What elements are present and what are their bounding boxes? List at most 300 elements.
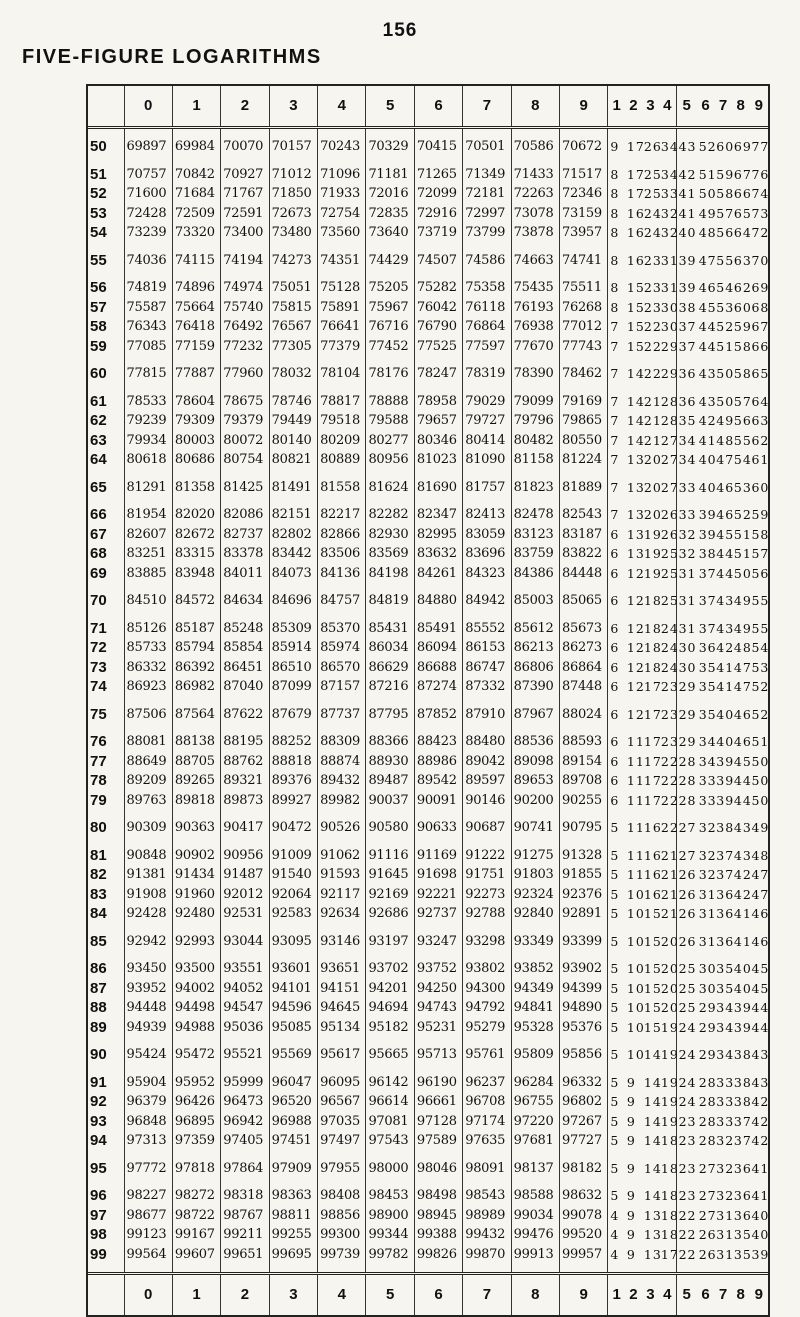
mantissa-cell: 71096 <box>318 165 366 185</box>
difference-cell: 15 <box>626 280 645 295</box>
difference-cell: 55 <box>733 432 752 448</box>
mantissa-cell: 88986 <box>414 752 462 772</box>
difference-cell: 31 <box>660 252 679 268</box>
mantissa-cell: 73640 <box>366 223 414 243</box>
difference-cell: 32 <box>676 525 697 545</box>
mantissa-cell: 91593 <box>318 865 366 885</box>
spacer-cell <box>714 1151 732 1159</box>
spacer-cell <box>124 697 172 705</box>
difference-cell: 36 <box>733 1207 752 1223</box>
spacer-cell <box>608 128 625 138</box>
spacer-cell <box>88 924 124 932</box>
difference-cell: 63 <box>751 413 770 428</box>
log-row <box>88 525 768 545</box>
difference-cell: 6 <box>608 677 625 697</box>
spacer-cell <box>511 243 559 251</box>
spacer-cell <box>642 838 659 846</box>
difference-cell: 44 <box>733 773 752 788</box>
mantissa-cell: 93247 <box>414 932 462 952</box>
row-number: 85 <box>90 932 107 950</box>
difference-cell: 60 <box>716 139 735 154</box>
mantissa-cell: 98091 <box>463 1159 511 1179</box>
mantissa-cell: 91169 <box>414 846 462 866</box>
mantissa-cell: 77525 <box>414 337 462 357</box>
mantissa-cell: 91434 <box>172 865 220 885</box>
difference-cell: 21 <box>643 393 662 409</box>
difference-cell: 19 <box>660 1047 679 1062</box>
mantissa-cell: 89873 <box>221 791 269 811</box>
difference-cell: 46 <box>733 706 752 722</box>
difference-cell: 20 <box>643 507 662 522</box>
mantissa-cell: 73480 <box>269 223 317 243</box>
difference-cell: 28 <box>698 1074 717 1090</box>
mantissa-cell: 99607 <box>172 1245 220 1265</box>
mantissa-cell: 70586 <box>511 137 559 157</box>
mantissa-cell: 88818 <box>269 752 317 772</box>
header-mantissa-col: 1 <box>172 86 220 128</box>
difference-cell: 43 <box>716 620 735 636</box>
spacer-cell <box>676 1178 697 1186</box>
mantissa-cell: 82478 <box>511 505 559 525</box>
spacer-cell <box>366 583 414 591</box>
mantissa-cell: 91275 <box>511 846 559 866</box>
spacer-cell <box>269 1065 317 1073</box>
mantissa-cell: 93197 <box>366 932 414 952</box>
spacer-cell <box>318 270 366 278</box>
spacer-cell <box>88 470 124 478</box>
difference-cell: 35 <box>676 411 697 431</box>
spacer-cell <box>560 1151 608 1159</box>
spacer-cell <box>697 697 715 705</box>
spacer-cell <box>511 1178 559 1186</box>
spacer-cell <box>560 157 608 165</box>
mantissa-cell: 96755 <box>511 1092 559 1112</box>
mantissa-cell: 99078 <box>560 1206 608 1226</box>
mantissa-cell: 92169 <box>366 885 414 905</box>
difference-cell: 42 <box>698 413 717 428</box>
difference-cell: 31 <box>716 1207 735 1223</box>
difference-cell: 9 <box>626 1227 636 1242</box>
mantissa-cell: 73560 <box>318 223 366 243</box>
difference-cell: 55 <box>751 593 770 608</box>
mantissa-cell: 87910 <box>463 705 511 725</box>
difference-cell: 44 <box>698 338 717 354</box>
spacer-cell <box>172 1065 220 1073</box>
difference-cell: 35 <box>698 659 717 675</box>
spacer-cell <box>221 810 269 818</box>
spacer-cell <box>172 157 220 165</box>
mantissa-cell: 84757 <box>318 591 366 611</box>
spacer-cell <box>676 270 697 278</box>
mantissa-cell: 86451 <box>221 658 269 678</box>
difference-cell: 36 <box>733 1160 752 1176</box>
mantissa-cell: 91803 <box>511 865 559 885</box>
spacer-cell <box>659 356 676 364</box>
mantissa-cell: 77012 <box>560 317 608 337</box>
difference-cell: 50 <box>716 366 735 381</box>
difference-cell: 5 <box>608 1112 625 1132</box>
mantissa-cell: 81757 <box>463 478 511 498</box>
difference-cell: 50 <box>751 773 770 788</box>
mantissa-cell: 74194 <box>221 251 269 271</box>
spacer-cell <box>560 583 608 591</box>
difference-cell: 12 <box>626 620 645 636</box>
mantissa-cell: 84198 <box>366 564 414 584</box>
footer-mantissa-col: 0 <box>124 1274 172 1316</box>
logarithm-table-frame <box>88 86 770 1304</box>
difference-cell: 24 <box>660 659 679 675</box>
spacer-cell <box>732 838 750 846</box>
spacer-cell <box>511 583 559 591</box>
mantissa-cell: 77159 <box>172 337 220 357</box>
mantissa-cell: 75358 <box>463 278 511 298</box>
mantissa-cell: 92376 <box>560 885 608 905</box>
mantissa-cell: 81624 <box>366 478 414 498</box>
mantissa-cell: 96237 <box>463 1073 511 1093</box>
mantissa-cell: 94694 <box>366 998 414 1018</box>
difference-cell: 23 <box>643 252 662 268</box>
difference-cell: 25 <box>660 546 679 561</box>
mantissa-cell: 98632 <box>560 1186 608 1206</box>
spacer-cell <box>414 356 462 364</box>
spacer-cell <box>697 497 715 505</box>
mantissa-cell: 95904 <box>124 1073 172 1093</box>
difference-cell: 7 <box>608 478 625 498</box>
difference-cell: 9 <box>626 1246 636 1262</box>
mantissa-cell: 99167 <box>172 1225 220 1245</box>
difference-cell: 32 <box>660 205 679 221</box>
mantissa-cell: 92064 <box>269 885 317 905</box>
spacer-cell <box>414 810 462 818</box>
spacer-cell <box>414 611 462 619</box>
mantissa-cell: 92840 <box>511 904 559 924</box>
footer-difference-col: 4 <box>659 1274 676 1316</box>
difference-cell: 34 <box>660 139 679 154</box>
mantissa-cell: 91381 <box>124 865 172 885</box>
mantissa-cell: 99651 <box>221 1245 269 1265</box>
log-row <box>88 885 768 905</box>
spacer-cell <box>88 951 124 959</box>
mantissa-cell: 77815 <box>124 364 172 384</box>
mantissa-cell: 92117 <box>318 885 366 905</box>
mantissa-cell: 99255 <box>269 1225 317 1245</box>
mantissa-cell: 71600 <box>124 184 172 204</box>
mantissa-cell: 94743 <box>414 998 462 1018</box>
difference-cell: 27 <box>660 452 679 467</box>
footer-mantissa-col: 6 <box>414 1274 462 1316</box>
mantissa-cell: 90902 <box>172 846 220 866</box>
spacer-cell <box>269 810 317 818</box>
spacer-cell <box>714 1037 732 1045</box>
mantissa-cell: 89042 <box>463 752 511 772</box>
mantissa-cell: 78675 <box>221 392 269 412</box>
difference-cell: 17 <box>626 186 645 201</box>
spacer-cell <box>172 611 220 619</box>
difference-cell: 4 <box>608 1225 625 1245</box>
spacer-cell <box>749 951 768 959</box>
mantissa-cell: 90091 <box>414 791 462 811</box>
spacer-cell <box>511 697 559 705</box>
spacer-cell <box>697 1178 715 1186</box>
mantissa-cell: 70329 <box>366 137 414 157</box>
difference-cell: 43 <box>733 847 752 863</box>
mantissa-cell: 92531 <box>221 904 269 924</box>
difference-cell: 6 <box>608 619 625 639</box>
difference-cell: 27 <box>698 1207 717 1223</box>
mantissa-cell: 95569 <box>269 1045 317 1065</box>
mantissa-cell: 79796 <box>511 411 559 431</box>
group-spacer <box>88 497 768 505</box>
difference-cell: 27 <box>676 846 697 866</box>
mantissa-cell: 87737 <box>318 705 366 725</box>
difference-cell: 8 <box>608 278 625 298</box>
spacer-cell <box>366 1264 414 1274</box>
row-number: 56 <box>90 279 107 296</box>
spacer-cell <box>608 384 625 392</box>
difference-cell: 60 <box>751 479 770 495</box>
mantissa-cell: 92788 <box>463 904 511 924</box>
log-row <box>88 865 768 885</box>
difference-cell: 19 <box>660 1094 679 1109</box>
difference-cell: 50 <box>733 565 752 581</box>
mantissa-cell: 87390 <box>511 677 559 697</box>
spacer-cell <box>414 157 462 165</box>
mantissa-cell: 96332 <box>560 1073 608 1093</box>
difference-cell: 35 <box>698 706 717 722</box>
spacer-cell <box>676 497 697 505</box>
spacer-cell <box>732 1264 750 1274</box>
spacer-cell <box>714 384 732 392</box>
mantissa-cell: 83506 <box>318 544 366 564</box>
mantissa-cell: 99211 <box>221 1225 269 1245</box>
difference-cell: 9 <box>626 1074 636 1090</box>
row-number: 53 <box>90 204 107 222</box>
spacer-cell <box>749 1178 768 1186</box>
mantissa-cell: 86570 <box>318 658 366 678</box>
log-row <box>88 791 768 811</box>
difference-cell: 34 <box>716 1047 735 1062</box>
difference-cell: 46 <box>698 280 717 295</box>
mantissa-cell: 99476 <box>511 1225 559 1245</box>
difference-cell: 62 <box>733 280 752 295</box>
page-number: 156 <box>382 20 418 41</box>
mantissa-cell: 91960 <box>172 885 220 905</box>
header-mantissa-col: 3 <box>269 86 317 128</box>
mantissa-cell: 87332 <box>463 677 511 697</box>
spacer-cell <box>625 1151 642 1159</box>
mantissa-cell: 76492 <box>221 317 269 337</box>
difference-cell: 9 <box>626 1133 636 1148</box>
mantissa-cell: 93902 <box>560 959 608 979</box>
mantissa-cell: 75051 <box>269 278 317 298</box>
mantissa-cell: 86392 <box>172 658 220 678</box>
mantissa-cell: 80277 <box>366 431 414 451</box>
spacer-cell <box>560 724 608 732</box>
spacer-cell <box>221 697 269 705</box>
spacer-cell <box>608 838 625 846</box>
spacer-cell <box>749 128 768 138</box>
mantissa-cell: 84448 <box>560 564 608 584</box>
row-number: 61 <box>90 392 107 410</box>
spacer-cell <box>463 497 511 505</box>
row-number: 52 <box>90 185 107 202</box>
difference-cell: 66 <box>751 338 770 354</box>
row-number: 54 <box>90 224 107 241</box>
difference-cell: 39 <box>698 507 717 522</box>
spacer-cell <box>366 497 414 505</box>
difference-cell: 26 <box>676 865 697 885</box>
spacer-cell <box>625 1065 642 1073</box>
difference-cell: 30 <box>676 658 697 678</box>
mantissa-cell: 75282 <box>414 278 462 298</box>
mantissa-cell: 88252 <box>269 732 317 752</box>
difference-cell: 16 <box>626 252 645 268</box>
row-number: 79 <box>90 791 107 809</box>
difference-cell: 16 <box>643 820 662 835</box>
mantissa-cell: 99564 <box>124 1245 172 1265</box>
spacer-cell <box>714 611 732 619</box>
difference-cell: 29 <box>660 366 679 381</box>
header-row <box>88 86 768 128</box>
spacer-cell <box>511 724 559 732</box>
difference-cell: 38 <box>716 820 735 835</box>
difference-cell: 52 <box>751 706 770 722</box>
row-number: 78 <box>90 772 107 789</box>
spacer-cell <box>511 611 559 619</box>
spacer-cell <box>642 951 659 959</box>
spacer-cell <box>463 243 511 251</box>
mantissa-cell: 84323 <box>463 564 511 584</box>
difference-cell: 29 <box>676 732 697 752</box>
mantissa-cell: 95424 <box>124 1045 172 1065</box>
mantissa-cell: 76193 <box>511 298 559 318</box>
mantissa-cell: 86629 <box>366 658 414 678</box>
group-spacer <box>88 924 768 932</box>
mantissa-cell: 86332 <box>124 658 172 678</box>
mantissa-cell: 83187 <box>560 525 608 545</box>
spacer-cell <box>172 1264 220 1274</box>
mantissa-cell: 87506 <box>124 705 172 725</box>
mantissa-cell: 94547 <box>221 998 269 1018</box>
spacer-cell <box>642 1037 659 1045</box>
difference-cell: 23 <box>676 1112 697 1132</box>
spacer-cell <box>124 724 172 732</box>
difference-cell: 31 <box>698 906 717 921</box>
spacer-cell <box>511 1151 559 1159</box>
difference-cell: 44 <box>716 546 735 561</box>
mantissa-cell: 99034 <box>511 1206 559 1226</box>
spacer-cell <box>676 583 697 591</box>
difference-cell: 10 <box>626 1000 645 1015</box>
mantissa-cell: 74974 <box>221 278 269 298</box>
difference-cell: 46 <box>751 906 770 921</box>
spacer-cell <box>414 583 462 591</box>
mantissa-cell: 98227 <box>124 1186 172 1206</box>
difference-cell: 46 <box>716 479 735 495</box>
header-mantissa-col: 9 <box>560 86 608 128</box>
difference-cell: 17 <box>643 734 662 749</box>
spacer-cell <box>88 810 124 818</box>
spacer-cell <box>749 724 768 732</box>
footer-mantissa-col: 9 <box>560 1274 608 1316</box>
spacer-cell <box>88 243 124 251</box>
difference-cell: 41 <box>733 906 752 921</box>
spacer-cell <box>659 1264 676 1274</box>
spacer-cell <box>749 611 768 619</box>
footer-difference-col: 1 <box>608 1274 625 1316</box>
difference-cell: 28 <box>676 771 697 791</box>
group-spacer <box>88 951 768 959</box>
mantissa-cell: 88138 <box>172 732 220 752</box>
mantissa-cell: 85431 <box>366 619 414 639</box>
group-spacer <box>88 697 768 705</box>
spacer-cell <box>221 1151 269 1159</box>
difference-cell: 20 <box>660 980 679 996</box>
difference-cell: 5 <box>608 1092 625 1112</box>
difference-cell: 22 <box>676 1225 697 1245</box>
spacer-cell <box>608 1151 625 1159</box>
logarithm-table <box>88 86 768 1315</box>
mantissa-cell: 99344 <box>366 1225 414 1245</box>
mantissa-cell: 79099 <box>511 392 559 412</box>
mantissa-cell: 80821 <box>269 450 317 470</box>
difference-cell: 30 <box>698 961 717 976</box>
difference-cell: 5 <box>608 865 625 885</box>
mantissa-cell: 75511 <box>560 278 608 298</box>
spacer-cell <box>366 1065 414 1073</box>
difference-cell: 20 <box>643 452 662 467</box>
difference-cell: 53 <box>751 659 770 675</box>
difference-cell: 34 <box>698 734 717 749</box>
group-spacer <box>88 243 768 251</box>
mantissa-cell: 92221 <box>414 885 462 905</box>
difference-cell: 16 <box>643 867 662 882</box>
difference-cell: 6 <box>608 525 625 545</box>
difference-cell: 47 <box>698 252 717 268</box>
mantissa-cell: 95999 <box>221 1073 269 1093</box>
mantissa-cell: 78032 <box>269 364 317 384</box>
row-number: 97 <box>90 1206 107 1224</box>
difference-cell: 35 <box>733 1246 752 1262</box>
row-number: 91 <box>90 1073 107 1091</box>
mantissa-cell: 98856 <box>318 1206 366 1226</box>
difference-cell: 31 <box>716 1227 735 1242</box>
spacer-cell <box>659 583 676 591</box>
mantissa-cell: 97359 <box>172 1131 220 1151</box>
mantissa-cell: 90472 <box>269 818 317 838</box>
spacer-cell <box>269 384 317 392</box>
spacer-cell <box>463 1065 511 1073</box>
difference-cell: 9 <box>608 137 625 157</box>
mantissa-cell: 75205 <box>366 278 414 298</box>
difference-cell: 16 <box>626 205 645 221</box>
spacer-cell <box>414 128 462 138</box>
mantissa-cell: 95617 <box>318 1045 366 1065</box>
spacer-cell <box>714 924 732 932</box>
mantissa-cell: 70243 <box>318 137 366 157</box>
spacer-cell <box>366 724 414 732</box>
spacer-cell <box>221 1178 269 1186</box>
difference-cell: 20 <box>660 933 679 949</box>
mantissa-cell: 93298 <box>463 932 511 952</box>
mantissa-cell: 78176 <box>366 364 414 384</box>
mantissa-cell: 96047 <box>269 1073 317 1093</box>
difference-cell: 14 <box>643 1094 662 1109</box>
spacer-cell <box>625 838 642 846</box>
difference-cell: 32 <box>698 867 717 882</box>
mantissa-cell: 81823 <box>511 478 559 498</box>
mantissa-cell: 81158 <box>511 450 559 470</box>
